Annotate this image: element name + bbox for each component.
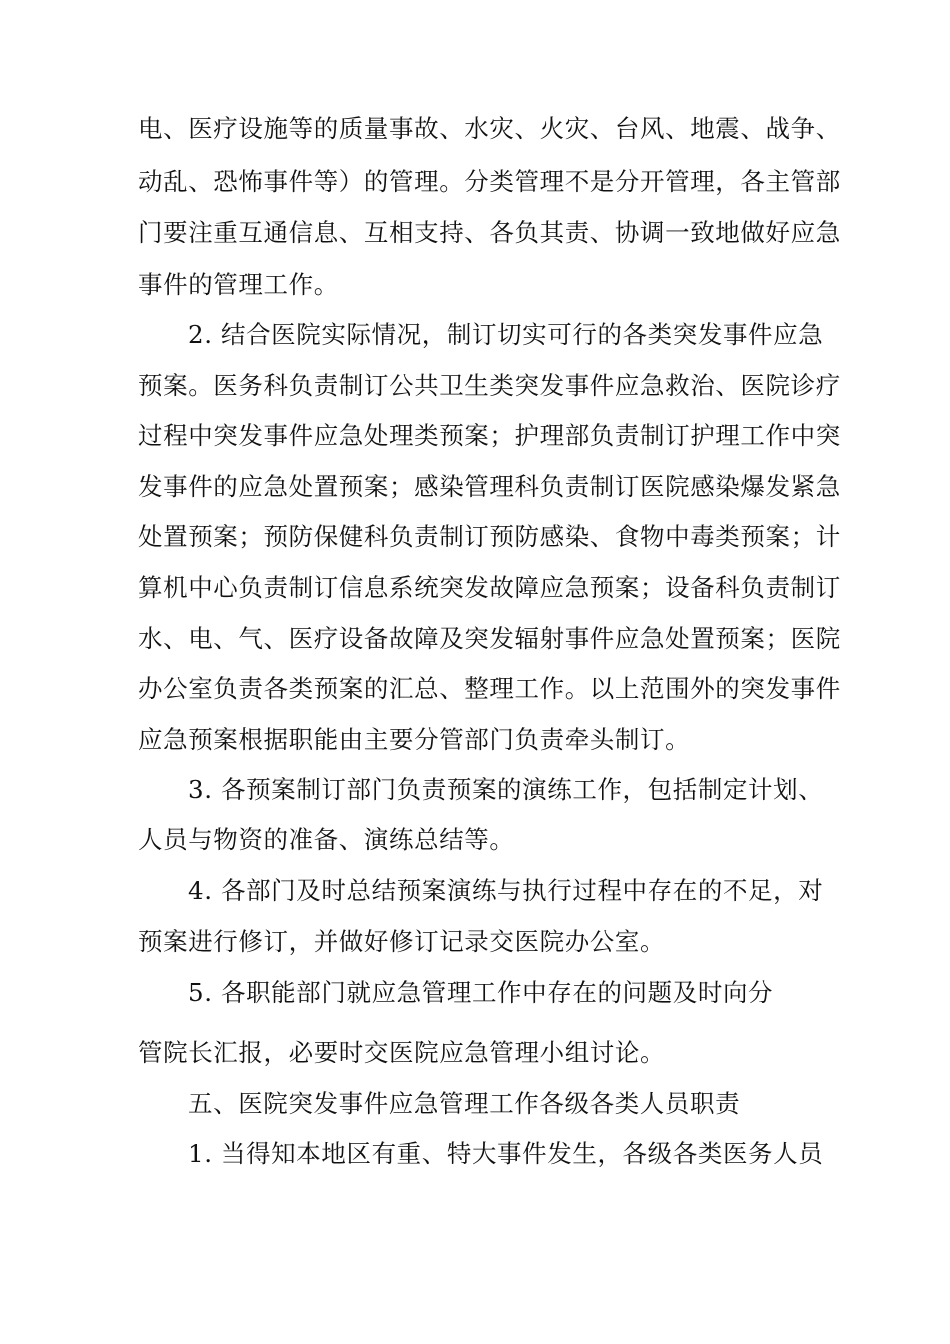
paragraph-line: 办公室负责各类预案的汇总、整理工作。以上范围外的突发事件 bbox=[138, 674, 841, 703]
paragraph-line: 动乱、恐怖事件等）的管理。分类管理不是分开管理，各主管部 bbox=[138, 167, 841, 196]
paragraph-line: 预案进行修订，并做好修订记录交医院办公室。 bbox=[138, 927, 666, 956]
paragraph-line: 5. 各职能部门就应急管理工作中存在的问题及时向分 bbox=[188, 978, 774, 1007]
paragraph-line: 处置预案；预防保健科负责制订预防感染、食物中毒类预案；计 bbox=[138, 522, 841, 551]
paragraph-line: 预案。医务科负责制订公共卫生类突发事件应急救治、医院诊疗 bbox=[138, 371, 841, 400]
paragraph-line: 事件的管理工作。 bbox=[138, 270, 339, 299]
section-heading: 五、医院突发事件应急管理工作各级各类人员职责 bbox=[188, 1089, 741, 1118]
paragraph-line: 应急预案根据职能由主要分管部门负责牵头制订。 bbox=[138, 725, 691, 754]
paragraph-line: 3. 各预案制订部门负责预案的演练工作，包括制定计划、 bbox=[188, 775, 824, 804]
paragraph-line: 门要注重互通信息、互相支持、各负其责、协调一致地做好应急 bbox=[138, 218, 841, 247]
paragraph-line: 人员与物资的准备、演练总结等。 bbox=[138, 825, 515, 854]
paragraph-line: 算机中心负责制订信息系统突发故障应急预案；设备科负责制订 bbox=[138, 573, 841, 602]
paragraph-line: 水、电、气、医疗设备故障及突发辐射事件应急处置预案；医院 bbox=[138, 624, 841, 653]
paragraph-line: 发事件的应急处置预案；感染管理科负责制订医院感染爆发紧急 bbox=[138, 472, 841, 501]
paragraph-line: 电、医疗设施等的质量事故、水灾、火灾、台风、地震、战争、 bbox=[138, 114, 841, 143]
paragraph-line: 2. 结合医院实际情况，制订切实可行的各类突发事件应急 bbox=[188, 320, 824, 349]
paragraph-line: 过程中突发事件应急处理类预案；护理部负责制订护理工作中突 bbox=[138, 421, 841, 450]
paragraph-line: 1. 当得知本地区有重、特大事件发生，各级各类医务人员 bbox=[188, 1139, 824, 1168]
paragraph-line: 4. 各部门及时总结预案演练与执行过程中存在的不足，对 bbox=[188, 876, 824, 905]
paragraph-line: 管院长汇报，必要时交医院应急管理小组讨论。 bbox=[138, 1038, 666, 1067]
